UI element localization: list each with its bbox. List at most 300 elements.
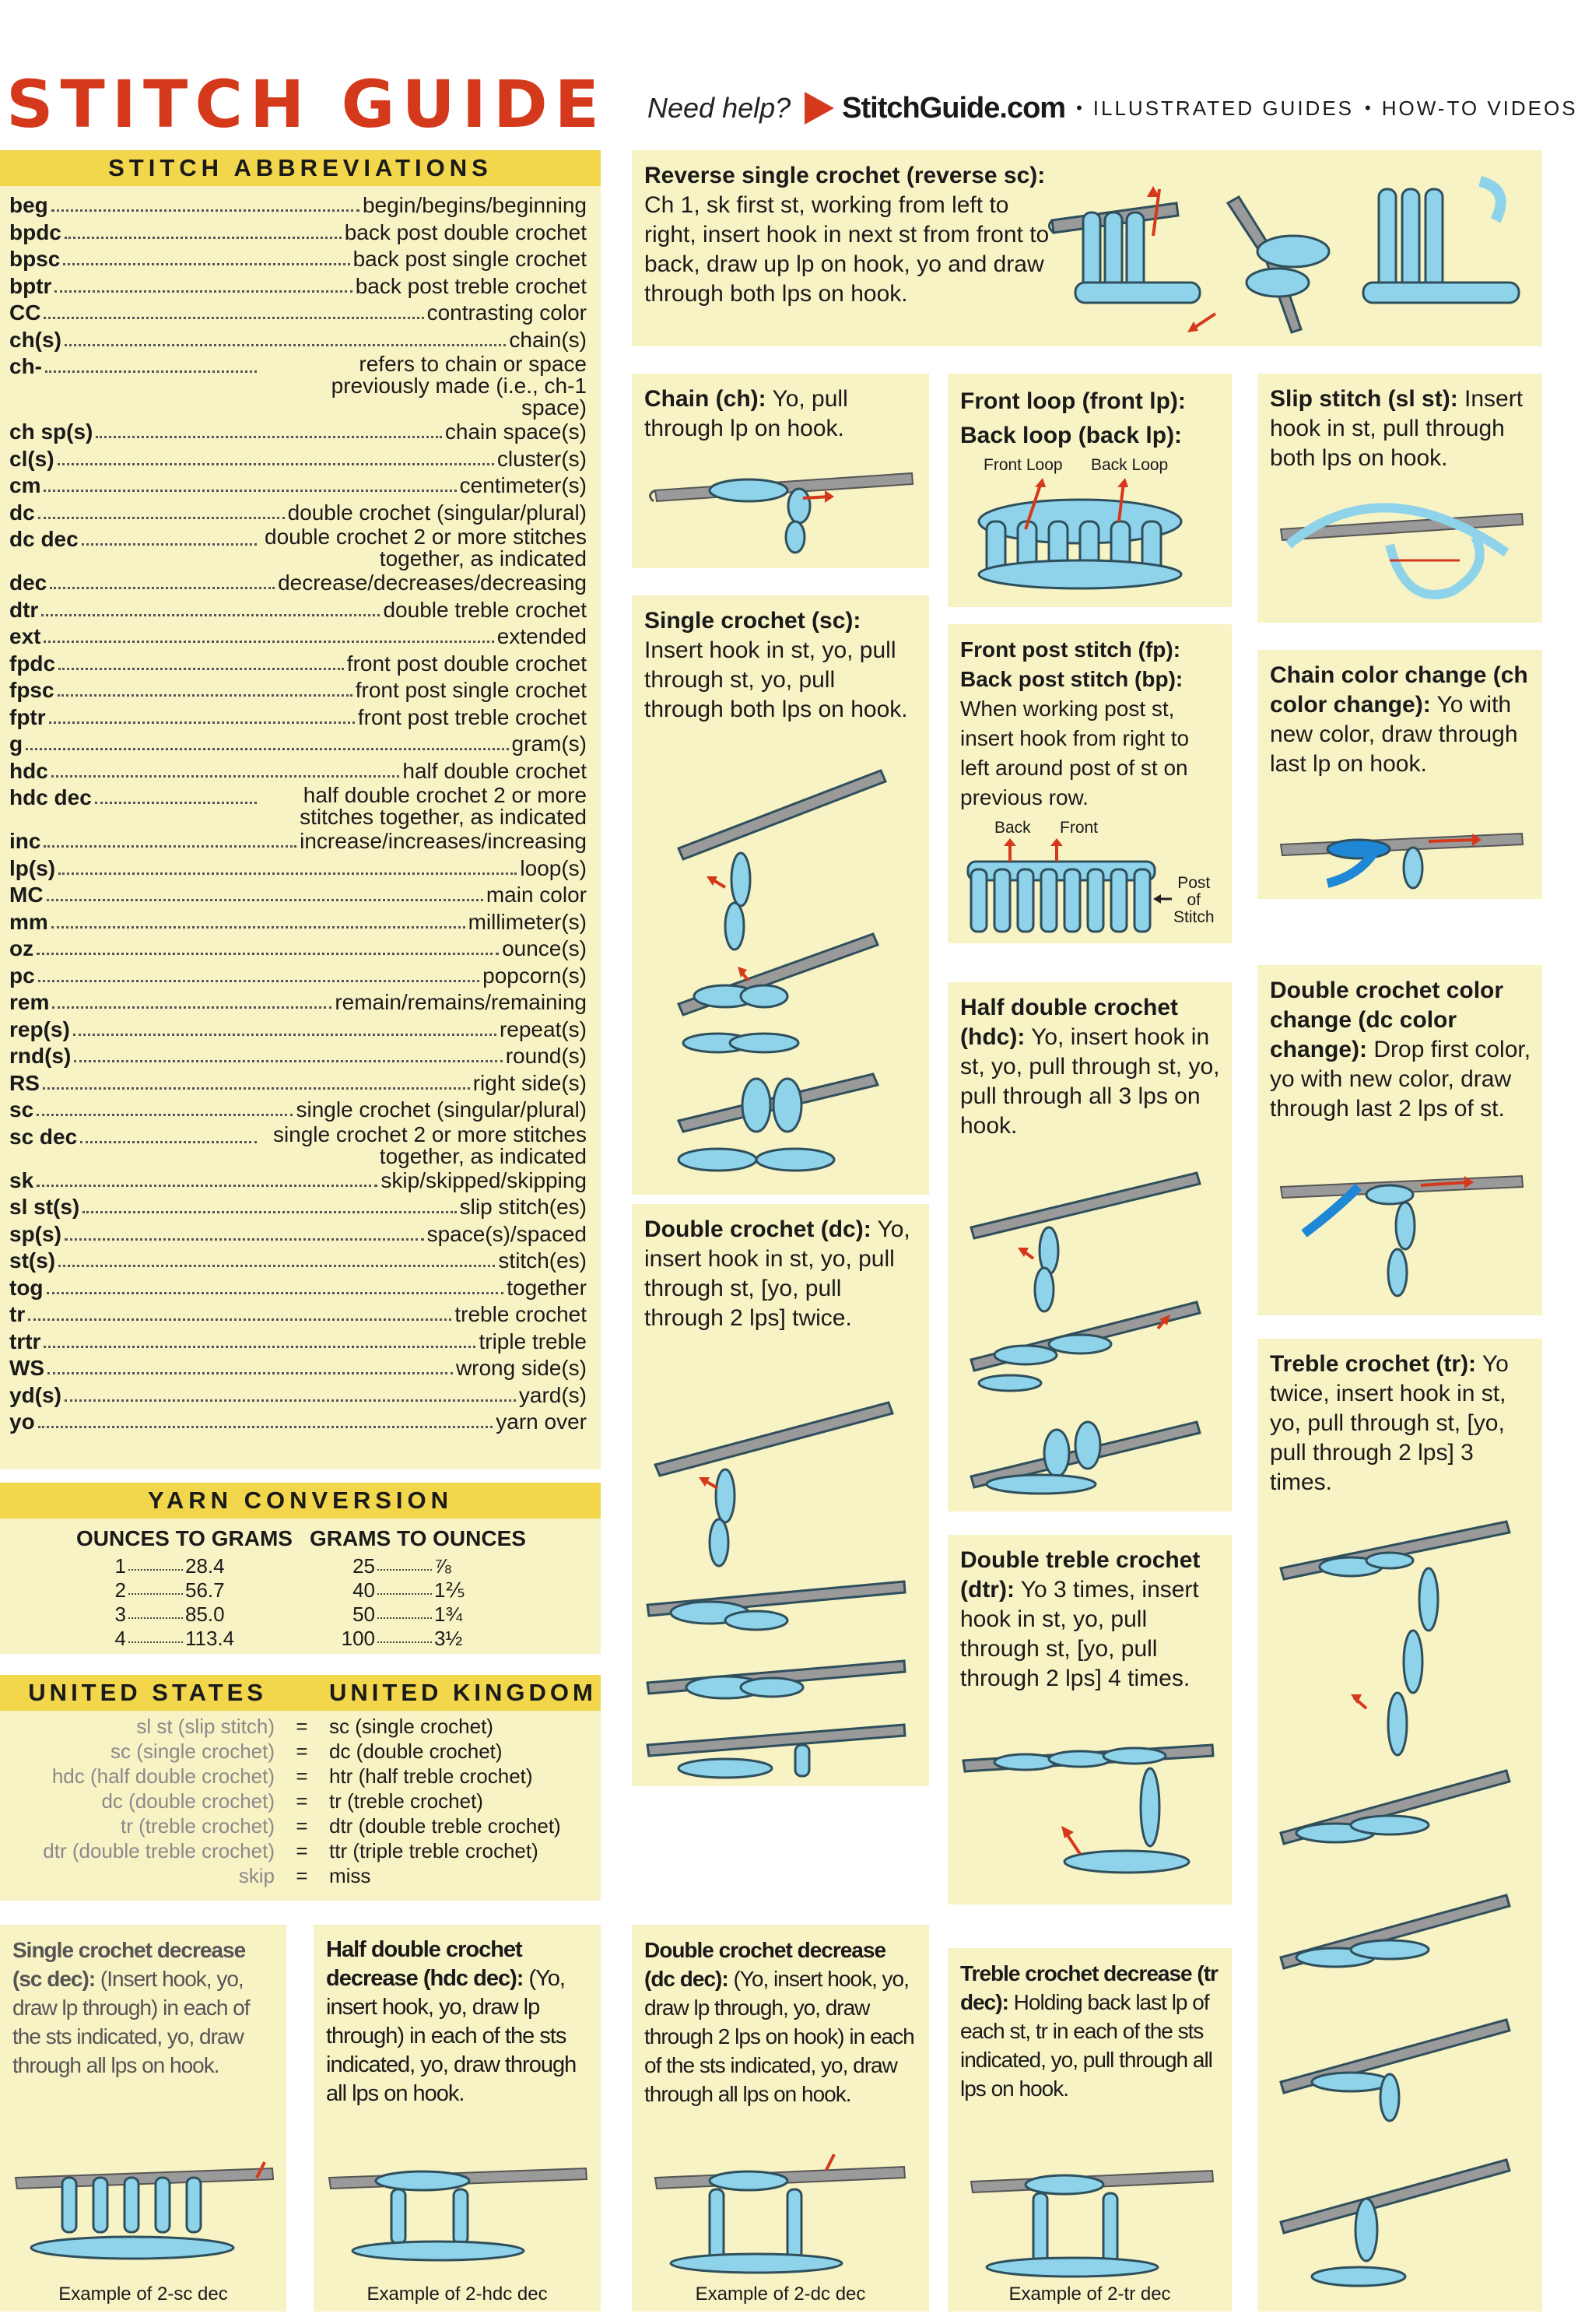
abbreviation-term: sc	[9, 1097, 34, 1122]
card-treble-crochet	[1257, 1339, 1542, 2312]
conversion-from: 1	[114, 1554, 126, 1578]
dot-leader	[377, 1627, 432, 1643]
abbreviation-term: dtr	[9, 597, 39, 622]
card-title: Double crochet color change (dc color change):	[1270, 978, 1504, 1062]
conversion-to: ⅞	[434, 1554, 451, 1578]
card-body: Insert hook in st, yo, pull through st, yo, pull through both lps on hook.	[644, 637, 908, 722]
abbreviation-row	[9, 1409, 587, 1436]
abbreviation-meaning: contrasting color	[426, 300, 587, 325]
us-uk-row	[0, 1813, 601, 1838]
conversion-from: 4	[114, 1627, 126, 1650]
dot-leader	[51, 192, 359, 212]
abbreviation-row	[9, 963, 587, 990]
abbreviation-meaning: single crochet (singular/plural)	[296, 1097, 587, 1122]
us-uk-row	[0, 1764, 601, 1789]
abbreviation-meaning: wrong side(s)	[455, 1356, 587, 1380]
abbreviation-meaning: front post single crochet	[355, 678, 587, 702]
dot-leader	[44, 300, 423, 319]
how-to-videos-link[interactable]: HOW-TO VIDEOS	[1381, 97, 1578, 120]
abbreviation-meaning: back post single crochet	[352, 247, 587, 271]
abbreviation-row	[9, 1248, 587, 1275]
uk-term: sc (single crochet)	[329, 1715, 493, 1738]
card-title: Double treble crochet (dtr):	[960, 1547, 1201, 1603]
abbreviation-term: hdc	[9, 758, 48, 783]
abbreviation-row	[9, 1016, 587, 1044]
card-title: Single crochet (sc):	[644, 608, 861, 634]
card-body: (Insert hook, yo, draw lp through) in each of the sts indicated, yo, draw through all lps on hook.	[12, 1967, 250, 2077]
card-tr-decrease	[948, 1948, 1232, 2312]
dot-leader	[377, 1578, 432, 1595]
abbreviation-meaning: refers to chain or space previously made (i.e., ch-1 space)	[331, 352, 587, 420]
dot-leader	[65, 1382, 516, 1402]
abbreviation-meaning: cluster(s)	[496, 446, 587, 471]
abbreviation-row	[9, 785, 587, 828]
abbreviation-row	[9, 882, 587, 909]
abbreviation-row	[9, 246, 587, 273]
abbreviation-meaning: millimeter(s)	[468, 909, 587, 934]
card-title: Single crochet decrease (sc dec):	[12, 1938, 246, 1991]
conversion-to: 113.4	[185, 1627, 235, 1650]
card-body: When working post st, insert hook from right to left around post of st on previous row.	[960, 697, 1190, 809]
conversion-from: 2	[114, 1578, 126, 1602]
abbreviation-row	[9, 500, 587, 527]
conversion-row	[103, 1627, 336, 1651]
abbreviation-meaning: double crochet (singular/plural)	[287, 500, 587, 525]
abbreviation-row	[9, 419, 587, 446]
abbreviation-term: ext	[9, 624, 41, 648]
abbreviation-row	[9, 1124, 587, 1167]
dot-leader	[38, 1409, 493, 1428]
card-title: Double crochet decrease (dc dec):	[644, 1938, 886, 1991]
abbreviation-row	[9, 1070, 587, 1097]
sc-decrease-illustration	[8, 2147, 280, 2279]
abbreviation-row	[9, 570, 587, 597]
abbreviation-meaning: together	[507, 1275, 587, 1300]
dot-leader	[95, 785, 257, 804]
us-heading: UNITED STATES	[28, 1679, 267, 1706]
double-crochet-illustration	[640, 1379, 920, 1784]
caption: Example of 2-sc dec	[58, 2284, 228, 2305]
abbreviation-term: RS	[9, 1070, 40, 1095]
conversion-row	[336, 1627, 492, 1651]
dot-leader	[73, 1016, 496, 1036]
abbreviation-term: yd(s)	[9, 1382, 61, 1407]
abbreviation-row	[9, 1194, 587, 1221]
dot-leader	[47, 882, 483, 901]
g-to-oz-table	[336, 1554, 492, 1651]
abbreviation-meaning: back post treble crochet	[355, 273, 587, 298]
abbreviation-term: rep(s)	[9, 1016, 70, 1041]
reverse-sc-illustration	[1044, 166, 1534, 337]
abbreviation-meaning: front post treble crochet	[357, 704, 587, 729]
abbreviation-term: WS	[9, 1356, 45, 1380]
abbreviation-term: ch-	[9, 354, 42, 378]
abbreviation-term: sp(s)	[9, 1221, 61, 1246]
abbreviation-term: hdc dec	[9, 785, 92, 809]
card-slip-stitch	[1257, 374, 1542, 623]
dot-leader	[82, 1194, 456, 1213]
uk-heading: UNITED KINGDOM	[329, 1679, 597, 1706]
hdc-decrease-illustration	[321, 2147, 594, 2279]
abbreviation-row	[9, 1043, 587, 1070]
card-front-back-loop	[948, 374, 1232, 607]
abbreviation-term: bptr	[9, 273, 52, 298]
uk-term: dc (double crochet)	[329, 1739, 503, 1763]
need-help-text: Need help?	[647, 92, 791, 124]
dot-leader	[37, 1097, 293, 1116]
dot-leader	[38, 500, 285, 519]
dot-leader	[44, 623, 493, 643]
abbreviation-meaning: remain/remains/remaining	[335, 990, 587, 1014]
dot-leader	[54, 273, 352, 293]
abbreviation-row	[9, 989, 587, 1016]
post-stitch-illustration	[963, 838, 1173, 939]
card-body: Yo, insert hook in st, yo, pull through st, [yo, pull through 2 lps] twice.	[644, 1216, 910, 1331]
bullet: •	[1076, 98, 1082, 118]
abbreviation-term: fpdc	[9, 651, 56, 676]
equals-sign: =	[296, 1715, 308, 1738]
dot-leader	[37, 936, 499, 955]
abbreviation-meaning: popcorn(s)	[482, 963, 587, 988]
chain-color-change-illustration	[1273, 821, 1530, 891]
dot-leader	[58, 1248, 495, 1267]
dot-leader	[51, 758, 400, 778]
conversion-from: 3	[114, 1603, 126, 1626]
abbreviation-row	[9, 1382, 587, 1409]
abbreviation-meaning: double crochet 2 or more stitches together, as indicated	[265, 525, 587, 570]
abbreviation-row	[9, 300, 587, 327]
card-dc-color-change	[1257, 965, 1542, 1315]
card-chain-color-change	[1257, 650, 1542, 899]
abbreviation-row	[9, 828, 587, 855]
dot-leader	[52, 989, 331, 1009]
dot-leader	[45, 353, 257, 373]
abbreviation-term: yo	[9, 1409, 35, 1434]
dot-leader	[58, 446, 494, 465]
dot-leader	[65, 327, 507, 346]
equals-sign: =	[296, 1864, 308, 1887]
dot-leader	[28, 1301, 451, 1321]
abbreviation-meaning: slip stitch(es)	[459, 1195, 587, 1219]
abbreviation-meaning: ounce(s)	[502, 936, 587, 960]
dot-leader	[50, 570, 275, 589]
us-term: hdc (half double crochet)	[51, 1764, 275, 1788]
abbreviation-row	[9, 597, 587, 624]
us-term: dc (double crochet)	[101, 1789, 275, 1813]
abbreviation-term: fptr	[9, 704, 46, 729]
illustrated-guides-link[interactable]: ILLUSTRATED GUIDES	[1092, 97, 1355, 120]
us-term: sc (single crochet)	[110, 1739, 275, 1763]
abbreviation-row	[9, 273, 587, 300]
abbreviation-term: sk	[9, 1167, 34, 1192]
back-label: Back	[994, 819, 1031, 837]
front-loop-label: Front Loop	[984, 456, 1063, 474]
abbreviation-term: CC	[9, 300, 41, 325]
abbreviation-meaning: front post double crochet	[346, 651, 587, 676]
uk-term: miss	[329, 1864, 371, 1887]
front-label: Front	[1060, 819, 1099, 837]
abbreviation-term: dc dec	[9, 527, 79, 551]
card-title: Half double crochet (hdc):	[960, 995, 1179, 1050]
dot-leader	[128, 1578, 183, 1595]
dc-decrease-illustration	[647, 2147, 912, 2279]
equals-sign: =	[296, 1814, 308, 1838]
conversion-row	[103, 1603, 336, 1627]
dc-color-change-illustration	[1273, 1164, 1530, 1304]
abbreviation-meaning: chain(s)	[509, 327, 587, 352]
yarn-conversion-panel	[0, 1483, 601, 1654]
us-term: skip	[238, 1864, 275, 1887]
conversion-to: 1⅖	[434, 1578, 465, 1602]
us-uk-row	[0, 1838, 601, 1863]
caption: Example of 2-dc dec	[695, 2284, 866, 2305]
abbreviation-row	[9, 731, 587, 758]
us-uk-row	[0, 1789, 601, 1813]
caption: Example of 2-hdc dec	[366, 2284, 548, 2305]
grams-to-ounces-heading: GRAMS TO OUNCES	[310, 1526, 526, 1550]
oz-to-g-table	[103, 1554, 336, 1651]
single-crochet-illustration	[663, 763, 912, 1183]
dot-leader	[377, 1554, 432, 1571]
abbreviation-term: sc dec	[9, 1124, 78, 1149]
card-title: Half double crochet decrease (hdc dec):	[326, 1937, 524, 1991]
abbreviation-term: lp(s)	[9, 855, 56, 880]
dot-leader	[377, 1603, 432, 1619]
abbreviation-term: tog	[9, 1275, 44, 1300]
abbreviation-term: cl(s)	[9, 446, 54, 471]
post-of-stitch-label: Post of Stitch	[1173, 874, 1215, 926]
yarn-conversion-heading: YARN CONVERSION	[0, 1483, 601, 1518]
dot-leader	[58, 651, 344, 670]
us-uk-heading	[0, 1675, 601, 1711]
abbreviation-row	[9, 1167, 587, 1195]
abbreviation-row	[9, 353, 587, 419]
dot-leader	[74, 1043, 502, 1062]
help-banner	[647, 92, 1578, 125]
dot-leader	[58, 855, 517, 875]
abbreviation-term: bpdc	[9, 219, 61, 244]
dot-leader	[65, 1221, 424, 1241]
card-dc-decrease	[632, 1925, 929, 2312]
uk-term: dtr (double treble crochet)	[329, 1814, 561, 1838]
dot-leader	[58, 677, 352, 697]
abbreviation-row	[9, 623, 587, 651]
tr-decrease-illustration	[963, 2150, 1220, 2283]
card-body: Yo with new color, draw through last lp on hook.	[1270, 692, 1518, 777]
abbreviation-meaning: double treble crochet	[383, 597, 587, 622]
card-body: Yo, insert hook in st, yo, pull through st, yo, pull through all 3 lps on hook.	[960, 1024, 1220, 1139]
card-reverse-single-crochet	[632, 150, 1542, 346]
dot-leader	[47, 1355, 453, 1374]
conversion-to: 1¾	[434, 1603, 463, 1626]
conversion-row	[336, 1578, 492, 1603]
us-uk-row	[0, 1863, 601, 1888]
card-sc-decrease	[0, 1925, 286, 2312]
abbreviation-row	[9, 651, 587, 678]
conversion-row	[336, 1603, 492, 1627]
abbreviation-row	[9, 909, 587, 936]
abbreviation-row	[9, 219, 587, 247]
abbreviation-term: MC	[9, 883, 44, 907]
abbreviations-heading: STITCH ABBREVIATIONS	[0, 150, 601, 186]
conversion-to: 56.7	[185, 1578, 225, 1602]
dot-leader	[128, 1627, 183, 1643]
card-body: Insert hook in st, pull through both lps on hook.	[1270, 386, 1524, 471]
card-title: Treble crochet (tr):	[1270, 1351, 1477, 1377]
equals-sign: =	[296, 1789, 308, 1813]
dot-leader	[128, 1603, 183, 1619]
abbreviation-row	[9, 1275, 587, 1302]
card-body: (Yo, insert hook, yo, draw lp through) in each of the sts indicated, yo, draw through all lps on hook.	[326, 1966, 577, 2106]
conversion-to: 85.0	[185, 1603, 225, 1626]
conversion-to: 3½	[434, 1627, 463, 1650]
abbreviation-term: beg	[9, 193, 48, 217]
abbreviation-row	[9, 1221, 587, 1248]
dot-leader	[26, 731, 508, 750]
abbreviation-term: oz	[9, 936, 34, 960]
chain-illustration	[640, 459, 920, 560]
abbreviation-meaning: yarn over	[496, 1409, 587, 1434]
abbreviation-term: trtr	[9, 1329, 41, 1353]
dot-leader	[43, 1070, 470, 1090]
uk-term: tr (treble crochet)	[329, 1789, 483, 1813]
dot-leader	[80, 1124, 257, 1143]
treble-crochet-illustration	[1273, 1506, 1530, 2300]
us-uk-row	[0, 1739, 601, 1764]
dot-leader	[128, 1554, 183, 1571]
us-term: sl st (slip stitch)	[136, 1715, 275, 1738]
dot-leader	[65, 219, 342, 239]
conversion-row	[336, 1554, 492, 1578]
abbreviation-row	[9, 1329, 587, 1356]
abbreviation-term: ch sp(s)	[9, 420, 93, 444]
abbreviation-meaning: treble crochet	[454, 1302, 587, 1326]
abbreviation-term: ch(s)	[9, 327, 61, 352]
dot-leader	[44, 828, 296, 848]
dtr-illustration	[956, 1714, 1220, 1893]
dot-leader	[63, 246, 349, 265]
abbreviation-term: fpsc	[9, 678, 54, 702]
caption: Example of 2-tr dec	[1008, 2284, 1171, 2305]
dot-leader	[41, 597, 380, 616]
abbreviation-term: bpsc	[9, 247, 61, 271]
abbreviation-term: pc	[9, 963, 35, 988]
ounces-to-grams-heading: OUNCES TO GRAMS	[76, 1526, 293, 1550]
abbreviation-row	[9, 936, 587, 963]
uk-term: ttr (triple treble crochet)	[329, 1839, 538, 1862]
card-title: Double crochet (dc):	[644, 1216, 871, 1242]
abbreviation-meaning: begin/begins/beginning	[362, 193, 587, 217]
abbreviation-meaning: yard(s)	[518, 1382, 587, 1407]
abbreviation-meaning: stitch(es)	[498, 1248, 587, 1273]
dot-leader	[38, 963, 479, 982]
card-post-stitch	[948, 624, 1232, 943]
abbreviation-term: cm	[9, 473, 41, 497]
abbreviation-row	[9, 446, 587, 473]
card-body: (Yo, insert hook, yo, draw lp through, yo, draw through 2 lps on hook) in each of the sts indicated, yo, draw through all lps on hook.	[644, 1967, 914, 2106]
card-single-crochet	[632, 595, 929, 1195]
abbreviation-meaning: centimeter(s)	[459, 473, 587, 497]
hdc-illustration	[963, 1165, 1220, 1500]
abbreviation-term: sl st(s)	[9, 1195, 80, 1219]
play-icon	[805, 92, 834, 125]
card-double-treble-crochet	[948, 1535, 1232, 1904]
card-title: Front loop (front lp):	[960, 388, 1186, 414]
abbreviation-meaning: back post double crochet	[344, 219, 587, 244]
abbreviation-row	[9, 1355, 587, 1382]
card-half-double-crochet	[948, 982, 1232, 1511]
card-body: Ch 1, sk first st, working from left to right, insert hook in next st from front to back, draw up lp on hook, yo and draw through both lps on hook.	[644, 192, 1050, 307]
dot-leader	[49, 704, 355, 724]
abbreviation-term: st(s)	[9, 1248, 56, 1273]
dot-leader	[82, 526, 257, 546]
abbreviation-row	[9, 1301, 587, 1329]
page-title: STITCH GUIDE	[6, 66, 607, 142]
dot-leader	[44, 1329, 475, 1348]
us-uk-panel	[0, 1675, 601, 1901]
abbreviation-term: dec	[9, 570, 47, 595]
card-chain	[632, 374, 929, 568]
slip-stitch-illustration	[1273, 483, 1530, 615]
us-term: tr (treble crochet)	[121, 1814, 275, 1838]
conversion-row	[103, 1578, 336, 1603]
abbreviation-row	[9, 855, 587, 883]
card-hdc-decrease	[314, 1925, 601, 2312]
card-body: Yo 3 times, insert hook in st, yo, pull through st, [yo, pull through 2 lps] 4 times.	[960, 1577, 1199, 1691]
equals-sign: =	[296, 1739, 308, 1763]
card-body: Drop first color, yo with new color, draw through last 2 lps of st.	[1270, 1037, 1531, 1122]
abbreviation-meaning: triple treble	[479, 1329, 587, 1353]
dot-leader	[51, 909, 465, 929]
abbreviation-meaning: decrease/decreases/decreasing	[278, 570, 587, 595]
abbreviation-term: mm	[9, 909, 48, 934]
abbreviation-meaning: skip/skipped/skipping	[380, 1167, 587, 1192]
abbreviations-list	[0, 186, 601, 1436]
conversion-from: 50	[352, 1603, 375, 1626]
abbreviation-meaning: repeat(s)	[499, 1016, 587, 1041]
card-body: Holding back last lp of each st, tr in each of the sts indicated, yo, pull through all lps on hook.	[960, 1990, 1212, 2101]
back-loop-label: Back Loop	[1091, 456, 1169, 474]
abbreviation-term: dc	[9, 500, 35, 525]
abbreviation-row	[9, 472, 587, 500]
abbreviation-row	[9, 677, 587, 704]
abbreviation-meaning: gram(s)	[511, 732, 587, 756]
abbreviation-meaning: extended	[496, 624, 587, 648]
abbreviation-meaning: half double crochet	[402, 758, 587, 783]
abbreviation-meaning: main color	[486, 883, 587, 907]
card-title: Slip stitch (sl st):	[1270, 386, 1458, 412]
site-link[interactable]: StitchGuide.com	[842, 92, 1066, 125]
abbreviation-meaning: right side(s)	[472, 1070, 587, 1095]
card-double-crochet-body	[632, 1204, 929, 1786]
abbreviation-meaning: space(s)/spaced	[426, 1221, 587, 1246]
dot-leader	[47, 1275, 504, 1294]
abbreviation-meaning: increase/increases/increasing	[300, 829, 587, 853]
abbreviation-meaning: round(s)	[505, 1044, 587, 1068]
card-body: Yo twice, insert hook in st, yo, pull through st, [yo, pull through 2 lps] 3 times.	[1270, 1351, 1509, 1495]
abbreviation-row	[9, 327, 587, 354]
card-title: Front post stitch (fp):	[960, 637, 1181, 662]
card-title: Chain (ch):	[644, 386, 766, 412]
us-term: dtr (double treble crochet)	[43, 1839, 275, 1862]
abbreviation-term: tr	[9, 1302, 26, 1326]
card-title: Treble crochet decrease (tr dec):	[960, 1961, 1218, 2014]
abbreviation-meaning: half double crochet 2 or more stitches together, as indicated	[300, 783, 587, 829]
equals-sign: =	[296, 1764, 308, 1788]
abbreviation-row	[9, 526, 587, 570]
abbreviation-meaning: chain space(s)	[444, 420, 587, 444]
card-title-2: Back loop (back lp):	[960, 423, 1183, 448]
